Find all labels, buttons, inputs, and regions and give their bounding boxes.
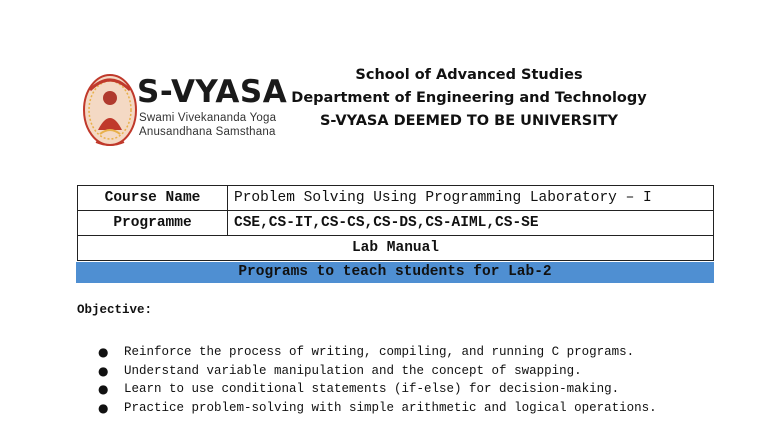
brand-subtitle-line1: Swami Vivekananda Yoga [139, 112, 277, 124]
lab-banner: Programs to teach students for Lab-2 [76, 262, 714, 283]
course-name-value: Problem Solving Using Programming Laboratory – I [228, 186, 714, 211]
bullet-icon: ● [98, 363, 109, 378]
objective-item-text: Practice problem-solving with simple arithmetic and logical operations. [124, 400, 657, 415]
list-item [98, 399, 712, 418]
university-seal-icon [82, 68, 138, 148]
bullet-icon: ● [98, 345, 109, 359]
university-name: S-VYASA DEEMED TO BE UNIVERSITY [319, 113, 619, 129]
lab-manual-row [78, 236, 714, 261]
department-name: Department of Engineering and Technology [291, 90, 647, 106]
programme-row [78, 211, 714, 236]
programme-label: Programme [78, 211, 228, 236]
bullet-icon: ● [98, 382, 109, 396]
bullet-icon: ● [98, 400, 109, 415]
list-item [98, 343, 712, 362]
objective-heading: Objective: [77, 303, 153, 317]
list-item [98, 380, 712, 399]
university-logo [82, 68, 288, 150]
programme-value: CSE,CS-IT,CS-CS,CS-DS,CS-AIML,CS-SE [228, 211, 714, 236]
brand-name: S-VYASA [137, 74, 288, 110]
lab-manual-label: Lab Manual [78, 236, 714, 261]
school-name: School of Advanced Studies [355, 67, 583, 83]
course-row [78, 186, 714, 211]
list-item [98, 362, 712, 381]
objective-list [98, 343, 712, 417]
objective-item-text: Learn to use conditional statements (if-else) for decision-making. [124, 382, 620, 396]
objective-item-text: Reinforce the process of writing, compiling, and running C programs. [124, 345, 635, 359]
objective-item-text: Understand variable manipulation and the concept of swapping. [124, 363, 582, 378]
course-info-table [77, 185, 714, 261]
course-name-label: Course Name [78, 186, 228, 211]
brand-subtitle-line2: Anusandhana Samsthana [139, 126, 276, 138]
